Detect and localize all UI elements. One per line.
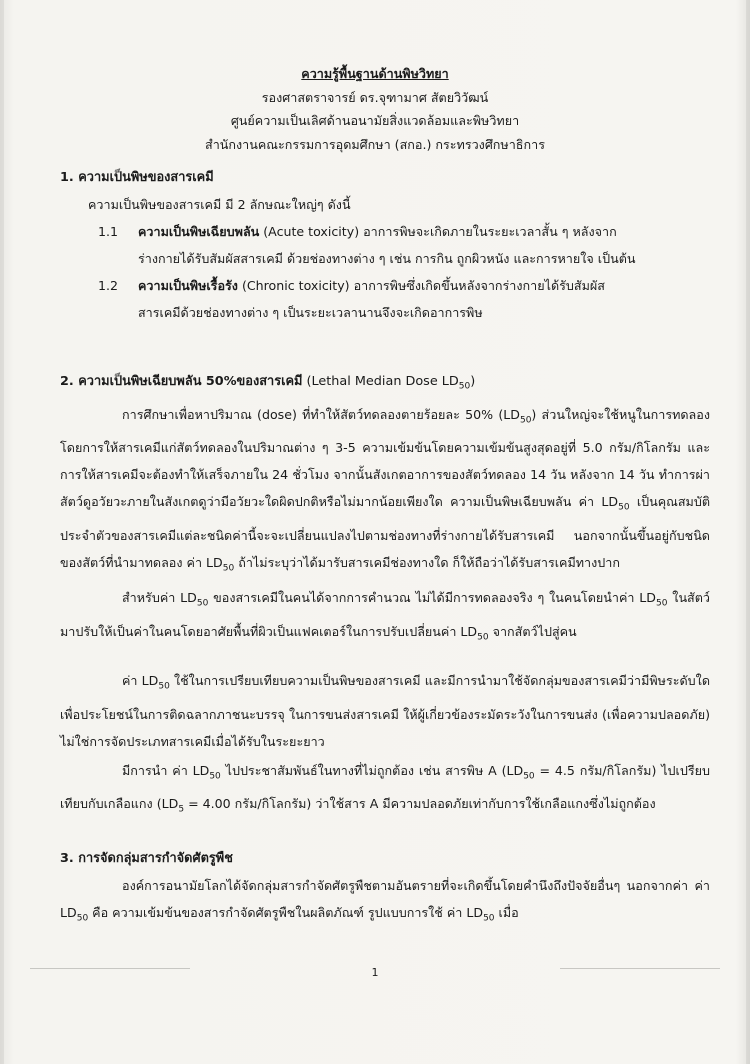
item-text: (Chronic toxicity) อาการพิษซึ่งเกิดขึ้นหลังจากร่างกายได้รับสัมผัส xyxy=(237,278,605,293)
text-run: = 4.5 กรัม/กิโลกรัม) ไปเปรียบเทียบกับเกลือแกง (LD xyxy=(60,762,710,812)
text-run: ค่า LD xyxy=(122,673,159,689)
page-edge-right xyxy=(746,0,750,1064)
section-1 xyxy=(60,164,710,326)
text-run: ในสัตว์ มาปรับให้เป็นค่าในคนโดยอาศัยพื้นที่ผิวเป็นแฟคเตอร์ในการปรับเปลี่ยนค่า LD xyxy=(60,590,710,639)
text-run: สำหรับค่า LD xyxy=(122,590,197,606)
text-run: จากสัตว์ไปสู่คน xyxy=(488,623,577,639)
text-run: = 4.00 กรัม/กิโลกรัม) ว่าใช้สาร A มีความปลอดภัยเท่ากับการใช้เกลือแกงซึ่งไม่ถูกต้อง xyxy=(184,796,656,812)
subscript: 50 xyxy=(618,502,630,513)
item-number: 1.2 xyxy=(98,278,119,293)
subscript: 50 xyxy=(158,681,170,692)
heading-part: (Lethal Median Dose LD xyxy=(302,374,459,389)
office-line: สำนักงานคณะกรรมการอุดมศึกษา (สกอ.) กระทรวงศึกษาธิการ xyxy=(205,136,545,152)
text-run: ของสารเคมีในคนได้จากการคำนวณ ไม่ได้มีการทดลองจริง ๆ ในคนโดยนำค่า LD xyxy=(208,590,656,606)
subscript: 50 xyxy=(196,598,209,609)
text-run: ไปประชาสัมพันธ์ในทางที่ไม่ถูกต้อง เช่น สารพิษ A (LD xyxy=(220,762,524,778)
section-2 xyxy=(60,368,710,824)
section-3 xyxy=(60,845,710,933)
subscript: 50 xyxy=(483,913,495,924)
item-continuation: ร่างกายได้รับสัมผัสสารเคมี ด้วยช่องทางต่าง ๆ เช่น การกิน ถูกผิวหนัง และการหายใจ เป็นต้น xyxy=(138,251,636,266)
text-run: เป็นคุณสมบัติประจำตัวของสารเคมีแต่ละชนิดค่านี้จะจะเปลี่ยนแปลงไปตามช่องทางที่ร่างกายได้รับสารเคมี นอกจากนั้นขึ้นอยู่กับชนิดของสัตว์ที่นำมาทดลอง ค่า LD xyxy=(60,494,710,570)
subscript: 50 xyxy=(222,563,235,574)
text-run: ใช้ในการเปรียบเทียบความเป็นพิษของสารเคมี และมีการนำมาใช้จัดกลุ่มของสารเคมีว่ามีพิษระดับใดเพื่อประโยชน์ในการติดฉลากภาชนะบรรจุ ในการขนส่งสารเคมี ให้ผู้เกี่ยวข้องระมัดระวังในการขนส่ง (เพื่อความปลอดภัย) ไม่ใช่การจัดประเภทสารเคมีเมื่อได้รับในระยะยาว xyxy=(60,673,710,749)
heading-part: ) xyxy=(470,374,476,389)
text-run: คือ ความเข้มข้นของสารกำจัดศัตรูพืชในผลิตภัณฑ์ รูปแบบการใช้ ค่า LD xyxy=(88,905,484,920)
section-1-item-2 xyxy=(60,272,710,326)
subscript: 5 xyxy=(178,804,185,815)
heading-part: 2. ความเป็นพิษเฉียบพลัน 50%ของสารเคมี xyxy=(60,374,303,389)
page-edge-left xyxy=(0,0,4,1064)
section-2-paragraph-3 xyxy=(60,667,710,755)
item-text: (Acute toxicity) อาการพิษจะเกิดภายในระยะเวลาสั้น ๆ หลังจาก xyxy=(259,224,617,239)
page-number: 1 xyxy=(371,966,379,979)
author-line: รองศาสตราจารย์ ดร.จุฑามาศ สัตยวิวัฒน์ xyxy=(261,89,489,105)
subscript: 50 xyxy=(76,913,89,924)
item-text-line xyxy=(138,272,710,299)
text-run: องค์การอนามัยโลกได้จัดกลุ่มสารกำจัดศัตรูพืชตามอันตรายที่จะเกิดขึ้นโดยคำนึงถึงปัจจัยอื่นๆ นอกจากค่า ค่า LD xyxy=(60,878,710,920)
item-term: ความเป็นพิษเรื้อรัง xyxy=(138,278,238,293)
item-text-line xyxy=(138,218,710,245)
item-number: 1.1 xyxy=(98,224,119,239)
section-2-paragraph-4 xyxy=(60,757,710,824)
section-2-paragraph-2 xyxy=(60,584,710,651)
subscript: 50 xyxy=(656,598,668,609)
text-run: ) ส่วนใหญ่จะใช้หนูในการทดลองโดยการให้สารเคมีแก่สัตว์ทดลองในปริมาณต่าง ๆ 3-5 ความเข้มข้นโดยความเข้มข้นสูงสุดอยู่ที่ 5.0 กรัม/กิโลกรัม และการให้สารเคมีจะต้องทำให้เสร็จภายใน 24 ชั่วโมง จากนั้นสังเกตอาการของสัตว์ทดลอง 14 วัน หลังจาก 14 วัน ทำการผ่าสัตว์ดูอวัยวะภายในสังเกตดูว่ามีอวัยวะใดผิดปกติหรือไม่มากน้อยเพียงใด ความเป็นพิษเฉียบพลัน ค่า LD xyxy=(60,406,710,510)
section-2-paragraph-1 xyxy=(60,401,710,583)
item-continuation: สารเคมีด้วยช่องทางต่าง ๆ เป็นระยะเวลานานจึงจะเกิดอาการพิษ xyxy=(138,305,483,320)
text-run: มีการนำ ค่า LD xyxy=(122,762,210,778)
subscript: 50 xyxy=(209,771,221,782)
text-run: ถ้าไม่ระบุว่าได้มารับสารเคมีช่องทางใด ก็ให้ถือว่าได้รับสารเคมีทางปาก xyxy=(234,554,620,570)
subscript: 50 xyxy=(519,415,532,426)
center-line: ศูนย์ความเป็นเลิศด้านอนามัยสิ่งแวดล้อมและพิษวิทยา xyxy=(230,113,520,128)
section-1-intro: ความเป็นพิษของสารเคมี มี 2 ลักษณะใหญ่ๆ ดังนี้ xyxy=(88,197,351,212)
text-run: การศึกษาเพื่อหาปริมาณ (dose) ที่ทำให้สัตว์ทดลองตายร้อยละ 50% (LD xyxy=(122,406,520,422)
section-3-paragraph-1 xyxy=(60,872,710,933)
section-1-item-1 xyxy=(60,218,710,272)
section-2-heading xyxy=(60,368,710,401)
section-1-heading: 1. ความเป็นพิษของสารเคมี xyxy=(60,170,214,185)
subscript: 50 xyxy=(523,771,535,782)
item-term: ความเป็นพิษเฉียบพลัน xyxy=(138,224,260,239)
document-header xyxy=(0,62,750,156)
document-title: ความรู้พื้นฐานด้านพิษวิทยา xyxy=(301,66,449,81)
subscript: 50 xyxy=(477,632,489,643)
text-run: เมื่อ xyxy=(494,905,519,920)
heading-subscript: 50 xyxy=(458,381,471,392)
section-3-heading: 3. การจัดกลุ่มสารกำจัดศัตรูพืช xyxy=(60,851,233,866)
